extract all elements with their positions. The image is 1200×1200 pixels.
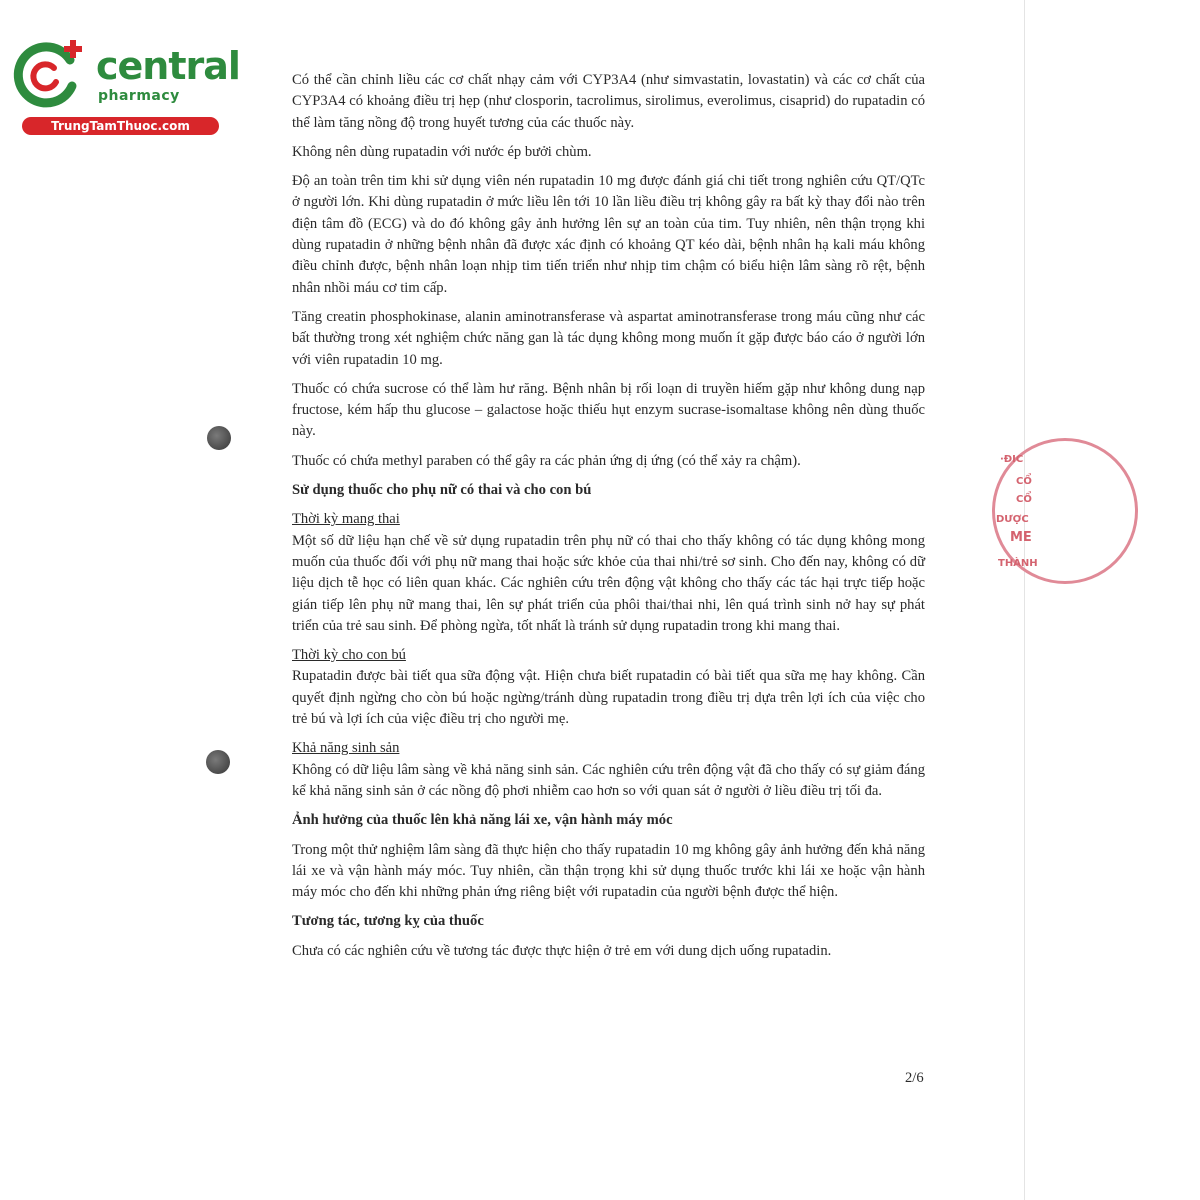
- paragraph: Tăng creatin phosphokinase, alanin aminotransferase và aspartat aminotransferase trong máu cũng như các bất thường trong xét nghiệm chức năng gan là tác dụng không mong muốn ít gặp được báo cáo ở người lớn với viên rupatadin 10 mg.: [292, 308, 925, 368]
- stamp-text: THÀNH: [998, 558, 1038, 569]
- page-edge: [1024, 0, 1025, 1200]
- subsection-heading: Thời kỳ cho con bú: [292, 647, 406, 664]
- page-number: 2/6: [905, 1070, 924, 1086]
- subsection-heading: Khả năng sinh sản: [292, 740, 400, 757]
- section-heading: Ảnh hưởng của thuốc lên khả năng lái xe, vận hành máy móc: [292, 812, 673, 829]
- logo-url-banner: TrungTamThuoc.com: [22, 117, 219, 135]
- paragraph: Không nên dùng rupatadin với nước ép bưởi chùm.: [292, 143, 592, 160]
- paragraph: Độ an toàn trên tim khi sử dụng viên nén rupatadin 10 mg được đánh giá chi tiết trong nghiên cứu QT/QTc ở người lớn. Khi dùng rupatadin ở mức liều lên tới 10 lần liều điều trị không gây ra bất kỳ thay đổi nào trên điện tâm đồ (ECG) và do đó không gây ảnh hưởng lên sự an toàn của tim. Tuy nhiên, nên thận trọng khi dùng rupatadin ở những bệnh nhân đã được xác định có khoảng QT kéo dài, bệnh nhân hạ kali máu không điều chỉnh được, bệnh nhân loạn nhịp tim tiến triển như nhịp tim chậm có biểu hiện lâm sàng rõ rệt, bệnh nhân nhồi máu cơ tim cấp.: [292, 173, 925, 296]
- section-heading: Tương tác, tương kỵ của thuốc: [292, 913, 484, 930]
- company-stamp: [990, 436, 1038, 586]
- paragraph: Rupatadin được bài tiết qua sữa động vật. Hiện chưa biết rupatadin có bài tiết qua sữa mẹ hay không. Cần quyết định ngừng cho còn bú hoặc ngừng/tránh dùng rupatadin trong điều trị dựa trên lợi ích của việc cho trẻ bú và lợi ích của việc điều trị cho người mẹ.: [292, 668, 925, 728]
- logo-brand: central: [96, 44, 240, 88]
- paragraph: Thuốc có chứa methyl paraben có thể gây ra các phản ứng dị ứng (có thể xảy ra chậm).: [292, 452, 801, 469]
- logo-subtitle: pharmacy: [98, 88, 180, 104]
- central-pharmacy-logo: [10, 38, 240, 138]
- paragraph: Có thể cần chỉnh liều các cơ chất nhạy cảm với CYP3A4 (như simvastatin, lovastatin) và các cơ chất của CYP3A4 có khoảng điều trị hẹp (như closporin, tacrolimus, sirolimus, everolimus, cisaprid) do rupatadin có thể làm tăng nồng độ trong huyết tương của các thuốc này.: [292, 72, 925, 131]
- stamp-text: CỔ: [1016, 476, 1032, 487]
- paragraph: Không có dữ liệu lâm sàng về khả năng sinh sản. Các nghiên cứu trên động vật đã cho thấy có sự giảm đáng kể khả năng sinh sản ở các nồng độ phơi nhiễm cao hơn so với quan sát ở người ở liều điều trị tối đa.: [292, 761, 925, 799]
- stamp-text: CỔ: [1016, 494, 1032, 505]
- paragraph: Trong một thử nghiệm lâm sàng đã thực hiện cho thấy rupatadin 10 mg không gây ảnh hưởng đến khả năng lái xe và vận hành máy móc. Tuy nhiên, cần thận trọng khi sử dụng thuốc trước khi lái xe hoặc vận hành máy móc cho đến khi những phản ứng riêng biệt với rupatadin của người bệnh được thể hiện.: [292, 841, 925, 901]
- subsection-heading: Thời kỳ mang thai: [292, 511, 400, 528]
- document-body: [292, 70, 925, 970]
- logo-mark-icon: [10, 38, 90, 108]
- stamp-text: ME: [1010, 530, 1032, 545]
- paragraph: Thuốc có chứa sucrose có thể làm hư răng. Bệnh nhân bị rối loạn di truyền hiếm gặp như không dung nạp fructose, kém hấp thu glucose – galactose hoặc thiếu hụt enzym sucrase-isomaltase không nên dùng thuốc này.: [292, 380, 925, 440]
- paragraph: Một số dữ liệu hạn chế về sử dụng rupatadin trên phụ nữ có thai cho thấy không có tác dụng không mong muốn của thuốc đối với phụ nữ mang thai hoặc sức khỏe của thai nhi/trẻ sơ sinh. Cho đến nay, không có dữ liệu dịch tễ học có liên quan khác. Các nghiên cứu trên động vật không cho thấy các tác hại trực tiếp hoặc gián tiếp lên phụ nữ mang thai, lên sự phát triển của phôi thai/thai nhi, lên quá trình sinh nở hay sự phát triển của trẻ sau sinh. Để phòng ngừa, tốt nhất là tránh sử dụng rupatadin trong khi mang thai.: [292, 532, 925, 634]
- punch-hole-bottom: [206, 750, 230, 774]
- punch-hole-top: [207, 426, 231, 450]
- paragraph: Chưa có các nghiên cứu về tương tác được thực hiện ở trẻ em với dung dịch uống rupatadin.: [292, 942, 832, 959]
- section-heading: Sử dụng thuốc cho phụ nữ có thai và cho con bú: [292, 482, 592, 499]
- stamp-text: ·ĐIC: [1000, 454, 1024, 465]
- stamp-text: DƯỢC: [996, 514, 1029, 525]
